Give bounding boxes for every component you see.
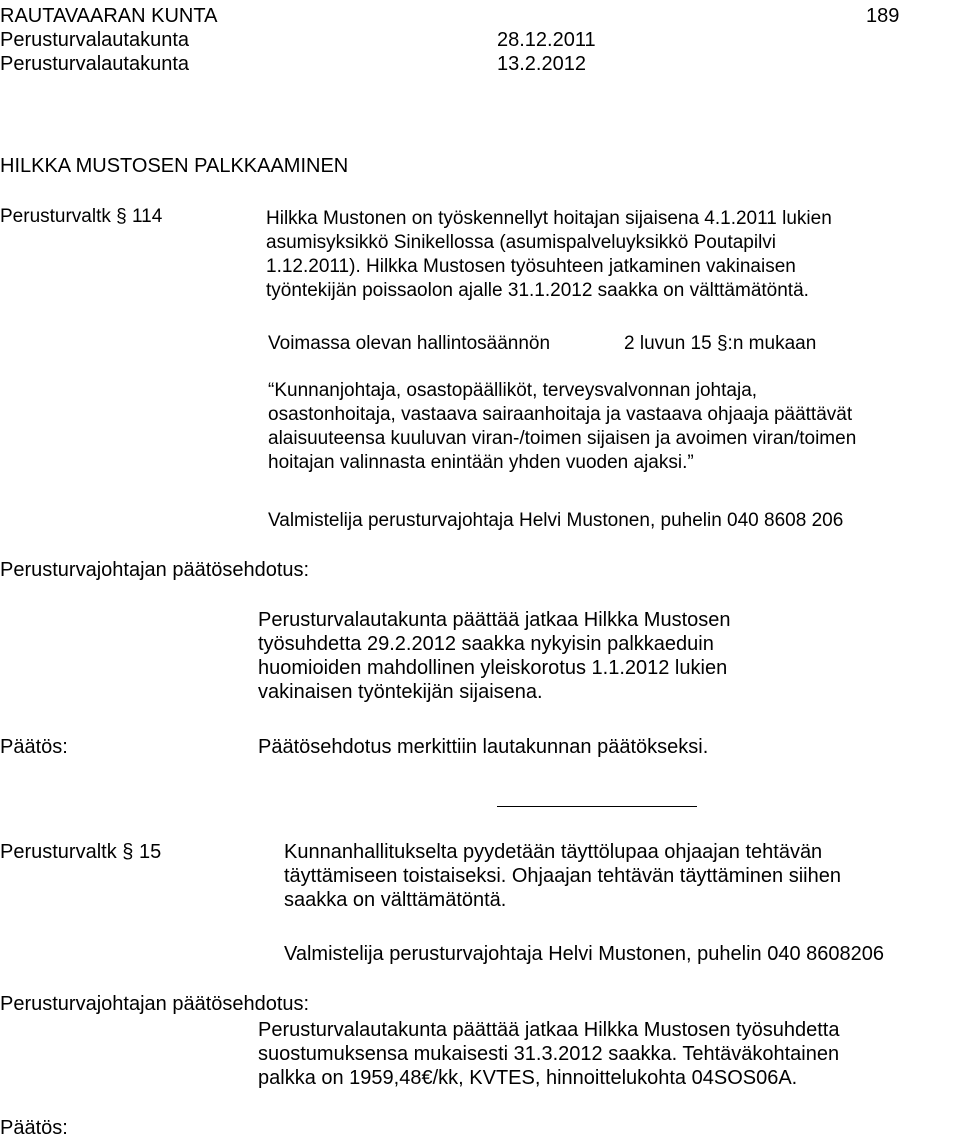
section-sign-icon: § — [116, 206, 127, 227]
paragraph-line: täyttämiseen toistaiseksi. Ohjaajan tehtävän täyttäminen siihen — [284, 865, 841, 887]
decision-label: Päätös: — [0, 1117, 68, 1139]
proposal-line: työsuhdetta 29.2.2012 saakka nykyisin palkkaeduin — [258, 633, 714, 655]
reference-label: Perusturvaltk — [0, 206, 111, 227]
paragraph-line: asumisyksikkö Sinikellossa (asumispalveluyksikkö Poutapilvi — [266, 232, 777, 253]
quote-line: hoitajan valinnasta enintään yhden vuoden ajaksi.” — [268, 452, 694, 473]
quote-line: “Kunnanjohtaja, osastopäälliköt, terveysvalvonnan johtaja, — [268, 380, 758, 401]
quote-line: alaisuuteensa kuuluvan viran-/toimen sijaisen ja avoimen viran/toimen — [268, 428, 857, 449]
committee-name: Perusturvalautakunta — [0, 53, 190, 75]
proposal-line: vakinaisen työntekijän sijaisena. — [258, 681, 543, 703]
preparer-line: Valmistelija perusturvajohtaja Helvi Mustonen, puhelin 040 8608 206 — [268, 510, 844, 531]
committee-name: Perusturvalautakunta — [0, 29, 190, 51]
decision-label: Päätös: — [0, 736, 68, 758]
reference-number: 114 — [132, 206, 163, 227]
proposal-label: Perusturvajohtajan päätösehdotus: — [0, 993, 310, 1015]
decision-text: Päätösehdotus merkittiin lautakunnan päätökseksi. — [258, 736, 709, 758]
municipality-name: RAUTAVAARAN KUNTA — [0, 5, 218, 27]
proposal-line: Perusturvalautakunta päättää jatkaa Hilkka Mustosen työsuhdetta — [258, 1019, 840, 1041]
proposal-line: huomioiden mahdollinen yleiskorotus 1.1.2012 lukien — [258, 657, 728, 679]
reference-label: Perusturvaltk — [0, 841, 117, 863]
proposal-text — [258, 608, 731, 704]
page-number: 189 — [866, 5, 900, 27]
paragraph-line: Hilkka Mustonen on työskennellyt hoitajan sijaisena 4.1.2011 lukien — [266, 208, 832, 229]
regulation-tail: :n mukaan — [727, 333, 817, 354]
section-title: HILKKA MUSTOSEN PALKKAAMINEN — [0, 155, 349, 177]
section-sign-icon: § — [716, 333, 728, 354]
section-reference — [0, 840, 161, 864]
section-divider — [497, 806, 697, 807]
intro-paragraph — [284, 840, 841, 912]
paragraph-line: työntekijän poissaolon ajalle 31.1.2012 saakka on välttämätöntä. — [266, 280, 809, 301]
proposal-text — [258, 1018, 839, 1090]
proposal-line: palkka on 1959,48€/kk, KVTES, hinnoittelukohta 04SOS06A. — [258, 1067, 798, 1089]
paragraph-line: 1.12.2011). Hilkka Mustosen työsuhteen jatkaminen vakinaisen — [266, 256, 796, 277]
proposal-label: Perusturvajohtajan päätösehdotus: — [0, 559, 310, 581]
section-reference — [0, 205, 162, 229]
preparer-line: Valmistelija perusturvajohtaja Helvi Mustonen, puhelin 040 8608206 — [284, 943, 884, 965]
proposal-line: Perusturvalautakunta päättää jatkaa Hilkka Mustosen — [258, 609, 731, 631]
proposal-line: suostumuksensa mukaisesti 31.3.2012 saakka. Tehtäväkohtainen — [258, 1043, 840, 1065]
reference-number: 15 — [138, 841, 162, 863]
intro-paragraph — [266, 207, 832, 303]
meeting-date: 28.12.2011 — [497, 29, 596, 51]
regulation-reference — [624, 332, 816, 356]
quote-line: osastonhoitaja, vastaava sairaanhoitaja ja vastaava ohjaaja päättävät — [268, 404, 853, 425]
regulation-chapter: 2 luvun 15 — [624, 333, 712, 354]
meeting-date: 13.2.2012 — [497, 53, 586, 75]
regulation-intro: Voimassa olevan hallintosäännön — [268, 333, 551, 354]
regulation-quote — [268, 379, 856, 475]
paragraph-line: Kunnanhallitukselta pyydetään täyttölupaa ohjaajan tehtävän — [284, 841, 823, 863]
paragraph-line: saakka on välttämätöntä. — [284, 889, 507, 911]
section-sign-icon: § — [122, 841, 134, 863]
